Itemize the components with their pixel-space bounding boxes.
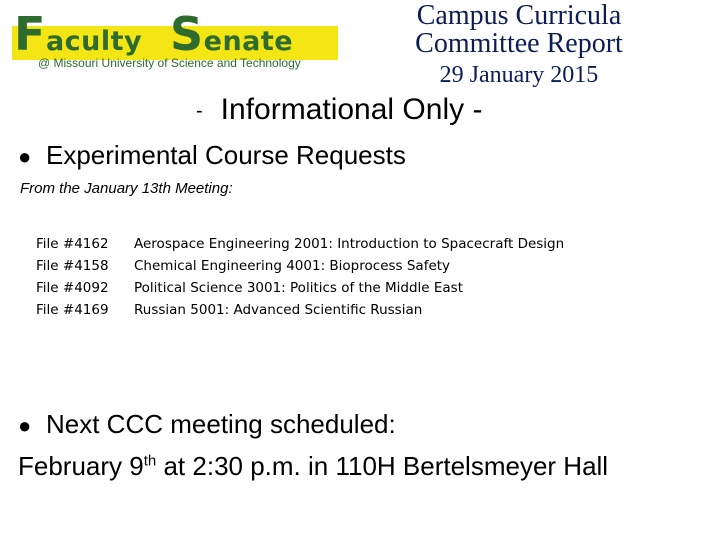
course-row: [36, 233, 564, 255]
meeting-time-location: at 2:30 p.m. in 110H Bertelsmeyer Hall: [156, 451, 609, 481]
meeting-note: From the January 13th Meeting:: [20, 180, 233, 197]
meeting-date-suffix: th: [143, 452, 157, 470]
course-title: Political Science 3001: Politics of the Middle East: [134, 280, 463, 296]
title-line-1: Campus Curricula: [416, 0, 622, 31]
course-file: File #4169: [36, 302, 109, 318]
bullet-icon: ●: [18, 413, 32, 438]
faculty-senate-logo: [12, 7, 342, 74]
title-line-2: Committee Report: [415, 28, 623, 59]
logo-senate-rest: enate: [203, 26, 294, 57]
next-meeting-heading: Next CCC meeting scheduled:: [46, 409, 396, 439]
logo-word-senate: [170, 7, 294, 61]
bullet-icon: ●: [18, 144, 32, 169]
course-row: [36, 255, 564, 277]
heading-dash: -: [196, 100, 203, 123]
course-title: Russian 5001: Advanced Scientific Russian: [134, 302, 423, 318]
course-title: Aerospace Engineering 2001: Introduction to Spacecraft Design: [134, 236, 565, 252]
course-file: File #4092: [36, 280, 109, 296]
course-file: File #4162: [36, 236, 109, 252]
heading-text: Informational Only -: [220, 93, 483, 126]
course-file: File #4158: [36, 258, 109, 274]
next-meeting-line-2: [18, 446, 608, 486]
logo-faculty-rest: aculty: [45, 26, 143, 57]
logo-senate-cap: S: [170, 7, 204, 61]
logo-faculty-cap: F: [14, 7, 46, 61]
course-row: [36, 299, 564, 321]
course-list: [36, 233, 564, 321]
meeting-date: February 9: [18, 451, 144, 481]
experimental-requests-text: Experimental Course Requests: [46, 140, 406, 170]
logo-word-faculty: [14, 7, 143, 61]
course-title: Chemical Engineering 4001: Bioprocess Safety: [134, 258, 451, 274]
informational-heading: [196, 92, 482, 129]
course-row: [36, 277, 564, 299]
experimental-requests-item: [18, 138, 406, 174]
report-title: [374, 2, 664, 88]
logo-subtitle: @ Missouri University of Science and Technology: [38, 56, 301, 70]
next-meeting-line-1: [18, 404, 608, 446]
next-meeting-block: [18, 404, 608, 486]
report-date: 29 January 2015: [439, 62, 599, 88]
